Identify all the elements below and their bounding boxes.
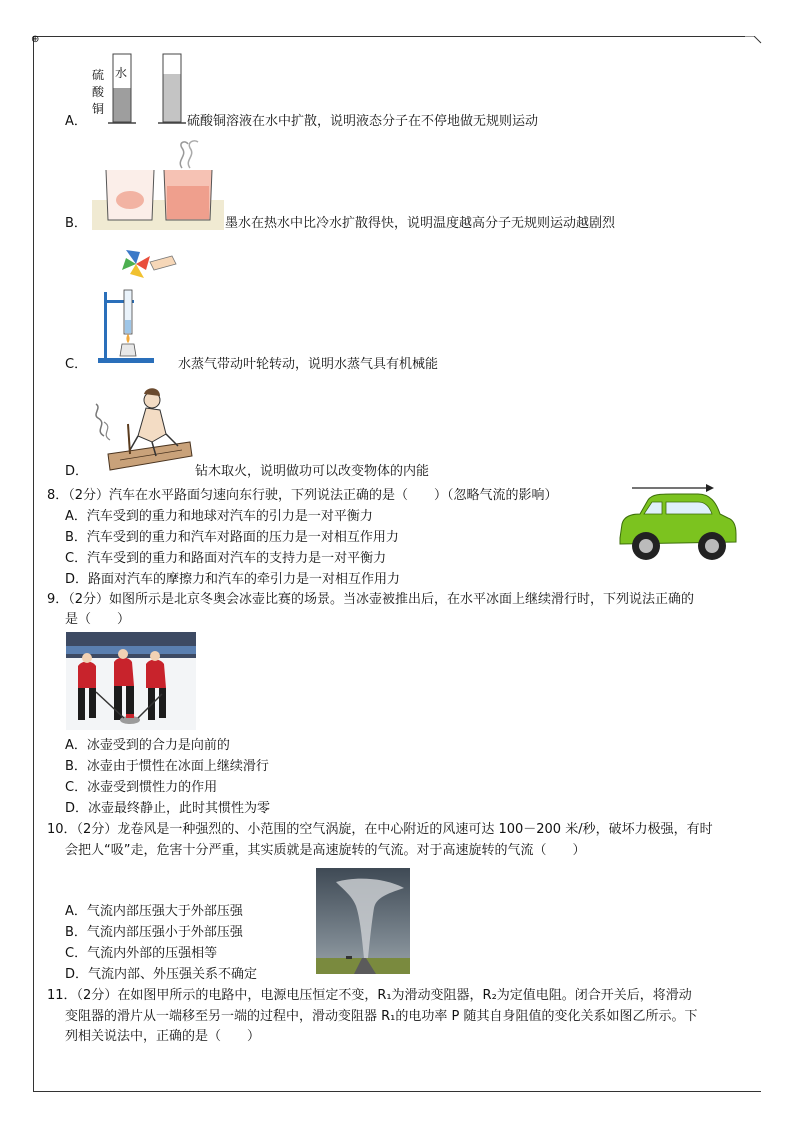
q8-option-a: A．汽车受到的重力和地球对汽车的引力是一对平衡力 — [65, 509, 373, 524]
page-border-top — [33, 36, 745, 37]
green-car-figure — [614, 480, 740, 566]
option-b-label: B． — [65, 216, 87, 231]
option-a-label: A． — [65, 114, 87, 129]
figure-label-suan: 酸 — [92, 85, 105, 99]
q10-option-c: C．气流内外部的压强相等 — [65, 946, 218, 961]
q9-stem-line2: 是（ ） — [65, 612, 131, 627]
curling-photo — [66, 632, 196, 730]
q11-line3: 列相关说法中，正确的是（ ） — [65, 1029, 261, 1044]
q9-stem-line1: 9．（2分）如图所示是北京冬奥会冰壶比赛的场景。当冰壶被推出后，在水平冰面上继续滑行时，下列说法正确的 — [47, 592, 695, 607]
option-d-label: D． — [65, 464, 89, 479]
q8-option-d: D．路面对汽车的摩擦力和汽车的牵引力是一对相互作用力 — [65, 572, 401, 587]
q10-stem-line2: 会把人“吸”走，危害十分严重，其实质就是高速旋转的气流。对于高速旋转的气流（ ） — [65, 843, 586, 858]
figure-label-liu: 硫 — [92, 68, 105, 82]
q11-line2: 变阻器的滑片从一端移至另一端的过程中，滑动变阻器 R₁的电功率 P 随其自身阻值的变化关系如图乙所示。下 — [65, 1009, 698, 1024]
figure-label-tong: 铜 — [92, 102, 105, 116]
tornado-photo — [316, 868, 410, 974]
steam-pinwheel-figure — [92, 242, 184, 368]
q8-option-b: B．汽车受到的重力和汽车对路面的压力是一对相互作用力 — [65, 530, 399, 545]
q11-line1: 11．（2分）在如图甲所示的电路中，电源电压恒定不变，R₁为滑动变阻器，R₂为定值电阻。闭合开关后，将滑动 — [47, 988, 692, 1003]
ink-beakers-figure — [92, 138, 224, 230]
figure-label-shui: 水 — [115, 66, 128, 80]
q9-option-a: A．冰壶受到的合力是向前的 — [65, 738, 230, 753]
option-c-text: 水蒸气带动叶轮转动，说明水蒸气具有机械能 — [178, 357, 439, 372]
option-b-text: 墨水在热水中比冷水扩散得快，说明温度越高分子无规则运动越剧烈 — [225, 216, 616, 231]
option-a-text: 硫酸铜溶液在水中扩散，说明液态分子在不停地做无规则运动 — [187, 114, 539, 129]
q10-option-a: A．气流内部压强大于外部压强 — [65, 904, 243, 919]
option-d-text: 钻木取火，说明做功可以改变物体的内能 — [195, 464, 430, 479]
q8-stem: 8．（2分）汽车在水平路面匀速向东行驶，下列说法正确的是（ ）（忽略气流的影响） — [47, 488, 558, 503]
q9-option-b: B．冰壶由于惯性在冰面上继续滑行 — [65, 759, 269, 774]
drill-fire-figure — [90, 384, 194, 476]
option-c-label: C． — [65, 357, 88, 372]
q10-option-d: D．气流内部、外压强关系不确定 — [65, 967, 258, 982]
q10-option-b: B．气流内部压强小于外部压强 — [65, 925, 243, 940]
page-corner-mark — [744, 36, 762, 44]
q9-option-d: D．冰壶最终静止，此时其惯性为零 — [65, 801, 271, 816]
page-border-bottom — [33, 1091, 761, 1092]
q10-stem-line1: 10．（2分）龙卷风是一种强烈的、小范围的空气涡旋，在中心附近的风速可达 100－200 米/秒，破坏力极强，有时 — [47, 822, 713, 837]
crosshair-mark: ⊕ — [31, 34, 40, 45]
page-border-left — [33, 36, 34, 1092]
q8-option-c: C．汽车受到的重力和路面对汽车的支持力是一对平衡力 — [65, 551, 387, 566]
q9-option-c: C．冰壶受到惯性力的作用 — [65, 780, 218, 795]
